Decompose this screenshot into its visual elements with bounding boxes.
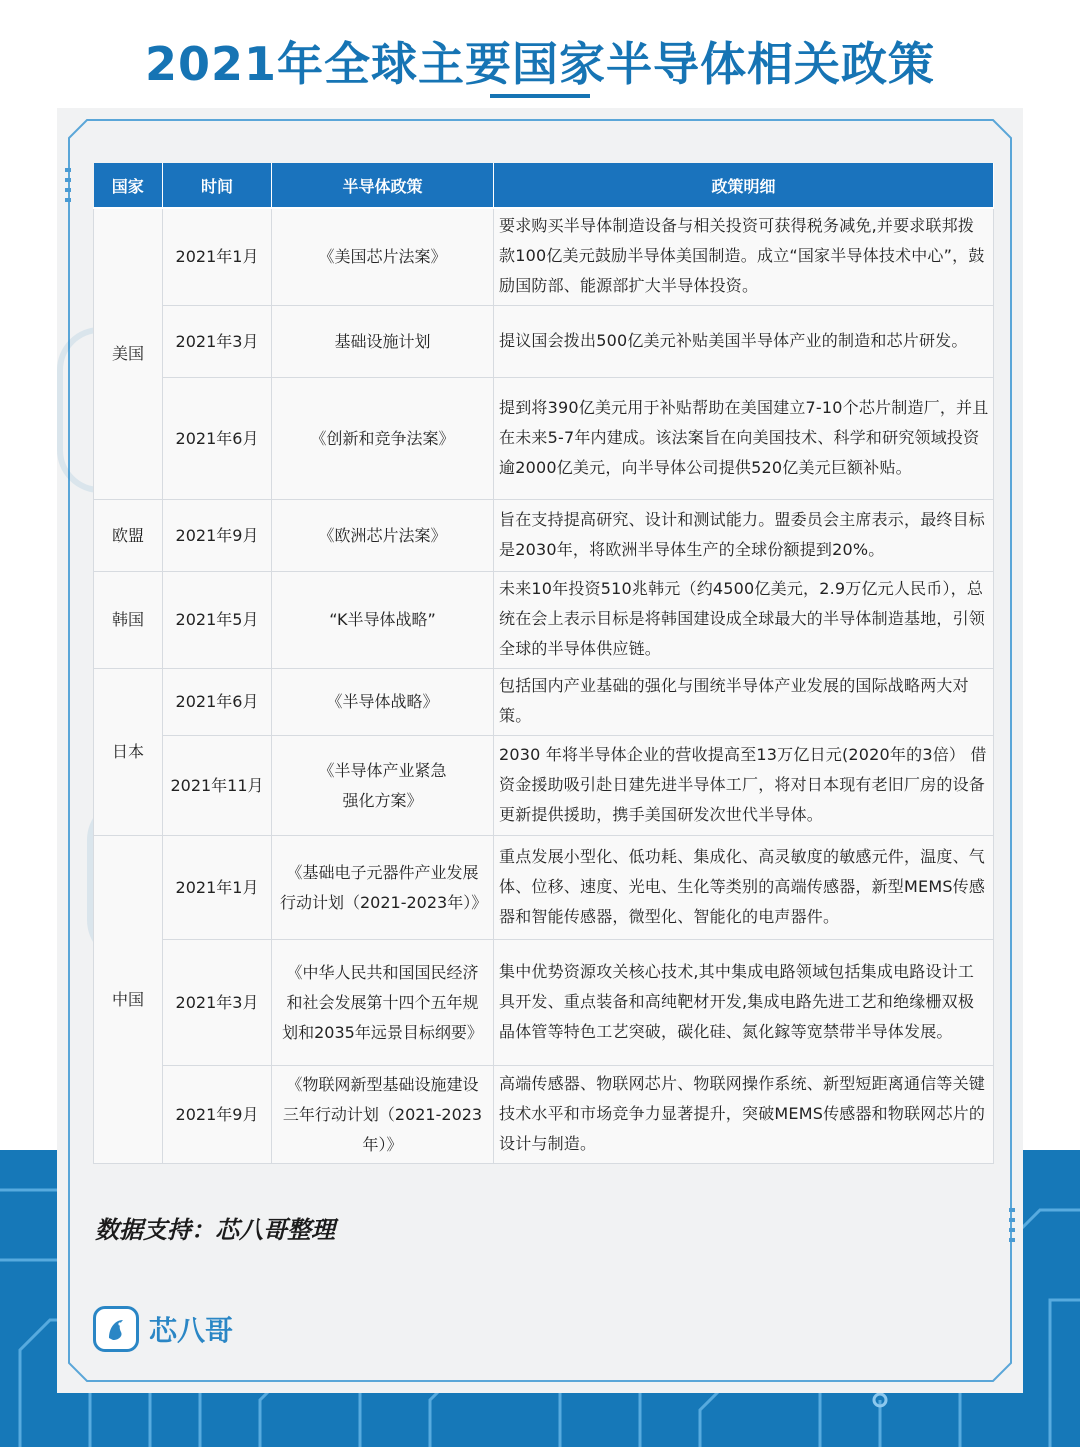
country-cell: 韩国 <box>94 572 163 669</box>
bird-logo-icon <box>93 1306 139 1352</box>
country-cell: 欧盟 <box>94 500 163 572</box>
data-source-note: 数据支持：芯八哥整理 <box>95 1215 335 1244</box>
time-cell: 2021年11月 <box>163 736 272 836</box>
time-cell: 2021年6月 <box>163 378 272 500</box>
detail-cell: 高端传感器、物联网芯片、物联网操作系统、新型短距离通信等关键技术水平和市场竞争力显著提升，突破MEMS传感器和物联网芯片的设计与制造。 <box>494 1066 994 1164</box>
policy-cell: 《创新和竞争法案》 <box>272 378 494 500</box>
policy-cell: 《中华人民共和国国民经济和社会发展第十四个五年规划和2035年远景目标纲要》 <box>272 940 494 1066</box>
header-time: 时间 <box>163 163 272 208</box>
policy-cell: 《欧洲芯片法案》 <box>272 500 494 572</box>
table-row <box>94 306 994 378</box>
table-row <box>94 736 994 836</box>
detail-cell: 重点发展小型化、低功耗、集成化、高灵敏度的敏感元件，温度、气体、位移、速度、光电、生化等类别的高端传感器，新型MEMS传感器和智能传感器，微型化、智能化的电声器件。 <box>494 836 994 940</box>
table-header-row <box>94 163 994 208</box>
time-cell: 2021年3月 <box>163 940 272 1066</box>
detail-cell: 未来10年投资510兆韩元（约4500亿美元，2.9万亿元人民币），总统在会上表示目标是将韩国建设成全球最大的半导体制造基地，引领全球的半导体供应链。 <box>494 572 994 669</box>
table-row <box>94 572 994 669</box>
page-title: 2021年全球主要国家半导体相关政策 <box>144 37 936 91</box>
policy-cell: 《美国芯片法案》 <box>272 208 494 306</box>
table-row <box>94 500 994 572</box>
time-cell: 2021年3月 <box>163 306 272 378</box>
brand-name: 芯八哥 <box>149 1314 234 1347</box>
detail-cell: 2030 年将半导体企业的营收提高至13万亿日元(2020年的3倍） 借资金援助吸引赴日建先进半导体工厂，将对日本现有老旧厂房的设备更新提供援助，携手美国研发次世代半导体。 <box>494 736 994 836</box>
detail-cell: 旨在支持提高研究、设计和测试能力。盟委员会主席表示，最终目标是2030年，将欧洲半导体生产的全球份额提到20%。 <box>494 500 994 572</box>
table-row <box>94 378 994 500</box>
time-cell: 2021年6月 <box>163 669 272 736</box>
country-cell: 日本 <box>94 669 163 836</box>
detail-cell: 提到将390亿美元用于补贴帮助在美国建立7-10个芯片制造厂，并且在未来5-7年内建成。该法案旨在向美国技术、科学和研究领域投资逾2000亿美元，向半导体公司提供520亿美元巨额补贴。 <box>494 378 994 500</box>
country-cell: 中国 <box>94 836 163 1164</box>
policy-cell: 《基础电子元器件产业发展行动计划（2021-2023年）》 <box>272 836 494 940</box>
detail-cell: 要求购买半导体制造设备与相关投资可获得税务减免,并要求联邦拨款100亿美元鼓励半导体美国制造。成立“国家半导体技术中心”，鼓励国防部、能源部扩大半导体投资。 <box>494 208 994 306</box>
time-cell: 2021年5月 <box>163 572 272 669</box>
table-row <box>94 1066 994 1164</box>
policy-cell: 《半导体战略》 <box>272 669 494 736</box>
brand-logo <box>93 1306 233 1352</box>
table-row <box>94 208 994 306</box>
header-country: 国家 <box>94 163 163 208</box>
detail-cell: 集中优势资源攻关核心技术,其中集成电路领域包括集成电路设计工具开发、重点装备和高纯靶材开发,集成电路先进工艺和绝缘栅双极晶体管等特色工艺突破，碳化硅、氮化鎵等宽禁带半导体发展。 <box>494 940 994 1066</box>
header-policy: 半导体政策 <box>272 163 494 208</box>
country-cell: 美国 <box>94 208 163 500</box>
policy-cell: 《半导体产业紧急强化方案》 <box>272 736 494 836</box>
time-cell: 2021年9月 <box>163 1066 272 1164</box>
policy-cell: 基础设施计划 <box>272 306 494 378</box>
header-detail: 政策明细 <box>494 163 994 208</box>
detail-cell: 提议国会拨出500亿美元补贴美国半导体产业的制造和芯片研发。 <box>494 306 994 378</box>
title-underline <box>490 94 590 98</box>
table-row <box>94 669 994 736</box>
time-cell: 2021年1月 <box>163 208 272 306</box>
table-row <box>94 836 994 940</box>
time-cell: 2021年1月 <box>163 836 272 940</box>
policy-cell: 《物联网新型基础设施建设三年行动计划（2021-2023年）》 <box>272 1066 494 1164</box>
table-row <box>94 940 994 1066</box>
detail-cell: 包括国内产业基础的强化与围统半导体产业发展的国际战略两大对策。 <box>494 669 994 736</box>
time-cell: 2021年9月 <box>163 500 272 572</box>
policy-cell: “K半导体战略” <box>272 572 494 669</box>
policy-table <box>93 163 993 1164</box>
